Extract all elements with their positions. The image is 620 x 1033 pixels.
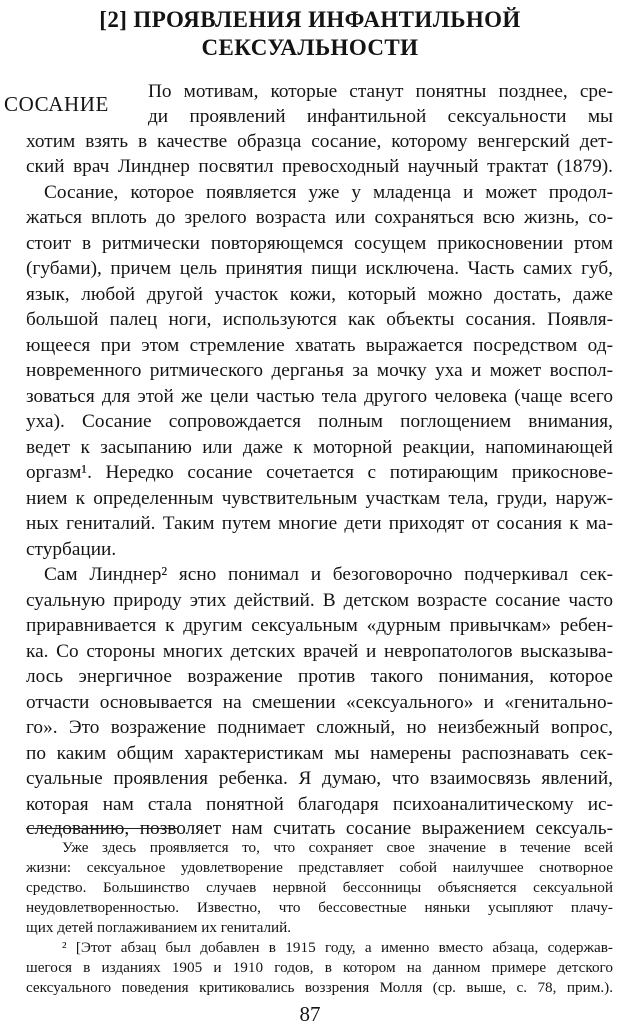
body-line: суальную природу этих действий. В детском возрасте сосание часто	[26, 590, 613, 611]
chapter-heading-line-1: [2] ПРОЯВЛЕНИЯ ИНФАНТИЛЬНОЙ	[99, 7, 521, 32]
footnote-line: Уже здесь проявляется то, что сохраняет свое значение в течение всей	[62, 839, 613, 856]
page-number: 87	[299, 1002, 321, 1026]
body-line: стоит в ритмически повторяющемся сосущем прикосновении ртом	[26, 233, 613, 254]
body-line: ский врач Линднер посвятил превосходный научный трактат (1879).	[26, 156, 613, 177]
body-line: по каким общим характеристикам мы намерены распознавать сек-	[26, 743, 613, 764]
footnote-line: щих детей поглаживанием их гениталий.	[26, 919, 292, 936]
body-line: уха). Сосание сопровождается полным поглощением внимания,	[26, 411, 613, 432]
body-line: отчасти основывается на смешении «сексуального» и «генитально-	[26, 692, 613, 713]
body-line: лось энергичное возражение против такого понимания, которое	[26, 666, 613, 687]
body-line: ведет к засыпанию или даже к моторной реакции, напоминающей	[26, 437, 613, 458]
body-line: (губами), причем цель принятия пищи исключена. Часть самих губ,	[26, 258, 613, 279]
section-side-title: СОСАНИЕ	[4, 92, 109, 116]
footnote-divider	[26, 828, 178, 829]
body-line: суальные проявления ребенка. Я думаю, что взаимосвязь явлений,	[26, 768, 613, 789]
body-line: большой палец ноги, используются как объекты сосания. Появля-	[26, 309, 613, 330]
footnote-line: неудовлетворенностью. Известно, что бессовестные няньки усыпляют плачу-	[26, 899, 613, 916]
body-line: хотим взять в качестве образца сосание, которому венгерский дет-	[26, 131, 613, 152]
body-line: стурбации.	[26, 539, 117, 560]
body-line: приравнивается к другим сексуальным «дурным привычкам» ребен-	[26, 615, 613, 636]
body-line: следованию, позволяет нам считать сосание выражением сексуаль-	[26, 818, 613, 839]
body-line: По мотивам, которые станут понятны позднее, сре-	[148, 81, 613, 102]
body-line: жаться вплоть до зрелого возраста или сохраняться всю жизнь, со-	[26, 207, 613, 228]
body-line: зоваться для этой же цели частью тела другого человека (чаще всего	[26, 386, 613, 407]
footnote-line: ² [Этот абзац был добавлен в 1915 году, а именно вместо абзаца, содержав-	[62, 939, 613, 956]
footnote-line: жизни: сексуальное удовлетворение представляет собой наилучшее снотворное	[26, 859, 613, 876]
body-line: ющееся при этом стремление хватать выражается посредством од-	[26, 335, 613, 356]
body-line: Сам Линднер² ясно понимал и безоговорочно подчеркивал сек-	[44, 564, 613, 585]
body-line: язык, любой другой участок кожи, который можно достать, даже	[26, 284, 613, 305]
chapter-heading-line-2: СЕКСУАЛЬНОСТИ	[201, 35, 419, 60]
body-line: ка. Со стороны многих детских врачей и невропатологов высказыва-	[26, 641, 613, 662]
body-line: Сосание, которое появляется уже у младенца и может продол-	[44, 182, 613, 203]
body-line: новременного ритмического дерганья за мочку уха и может воспол-	[26, 360, 613, 381]
body-line: ных гениталий. Таким путем многие дети приходят от сосания к ма-	[26, 513, 613, 534]
body-line: нием к определенным чувствительным участкам тела, груди, наруж-	[26, 488, 613, 509]
footnote-line: средство. Большинство случаев нервной бессонницы объясняется сексуальной	[26, 879, 613, 896]
body-line: го». Это возражение поднимает сложный, но неизбежный вопрос,	[26, 717, 613, 738]
body-line: оргазм¹. Нередко сосание сочетается с потирающим прикоснове-	[26, 462, 613, 483]
body-line: ди проявлений инфантильной сексуальности мы	[148, 106, 613, 127]
footnote-line: сексуального поведения критиковались воззрения Молля (ср. выше, с. 78, прим.).	[26, 979, 613, 996]
footnote-line: шегося в изданиях 1905 и 1910 годов, в котором на данном примере детского	[26, 959, 613, 976]
body-line: которая нам стала понятной благодаря психоаналитическому ис-	[26, 794, 613, 815]
